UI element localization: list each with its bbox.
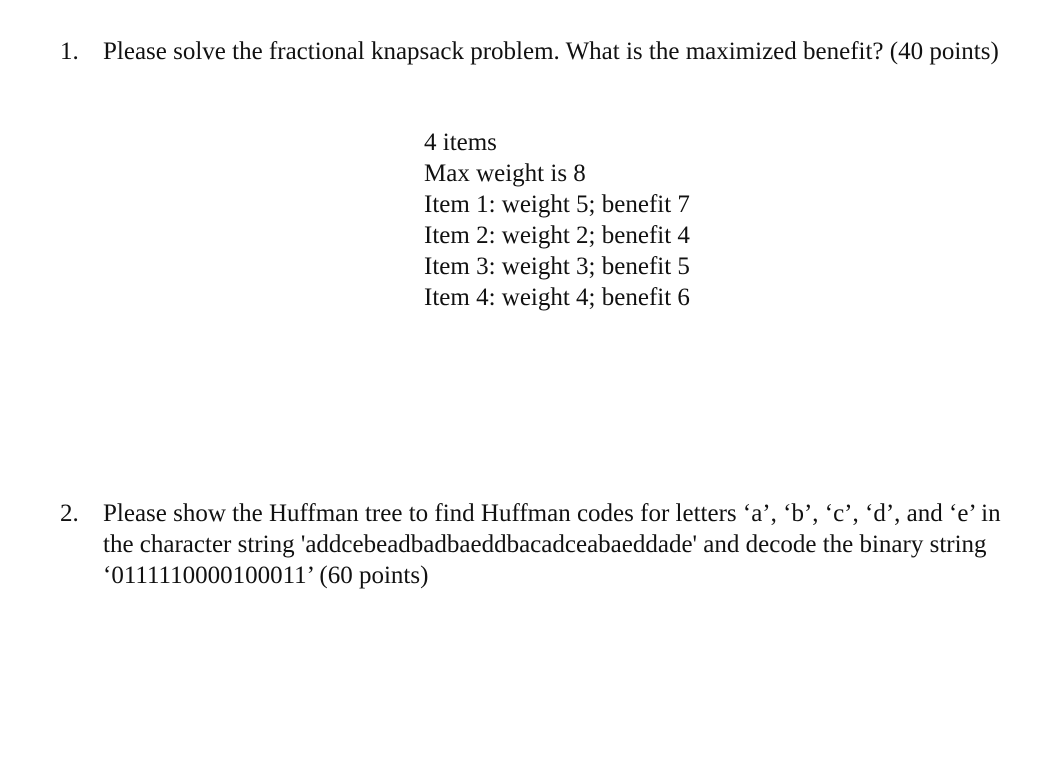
question-1 xyxy=(60,36,1020,67)
question-1-number: 1. xyxy=(60,38,79,65)
item-line: Item 4: weight 4; benefit 6 xyxy=(424,284,690,311)
items-count: 4 items xyxy=(424,129,497,156)
knapsack-data-block xyxy=(424,127,844,313)
question-2-text: Please show the Huffman tree to find Huffman codes for letters ‘a’, ‘b’, ‘c’, ‘d’, and ‘e’ in the character string 'addcebeadbadbaeddbacadceabaeddade' and decode the binary string ‘0111110000100011’ (60 points) xyxy=(103,500,1001,589)
item-line: Item 2: weight 2; benefit 4 xyxy=(424,222,690,249)
question-2-number: 2. xyxy=(60,500,79,527)
question-2 xyxy=(60,498,1020,591)
max-weight: Max weight is 8 xyxy=(424,160,586,187)
item-line: Item 3: weight 3; benefit 5 xyxy=(424,253,690,280)
item-line: Item 1: weight 5; benefit 7 xyxy=(424,191,690,218)
question-1-text: Please solve the fractional knapsack problem. What is the maximized benefit? (40 points) xyxy=(103,38,999,65)
